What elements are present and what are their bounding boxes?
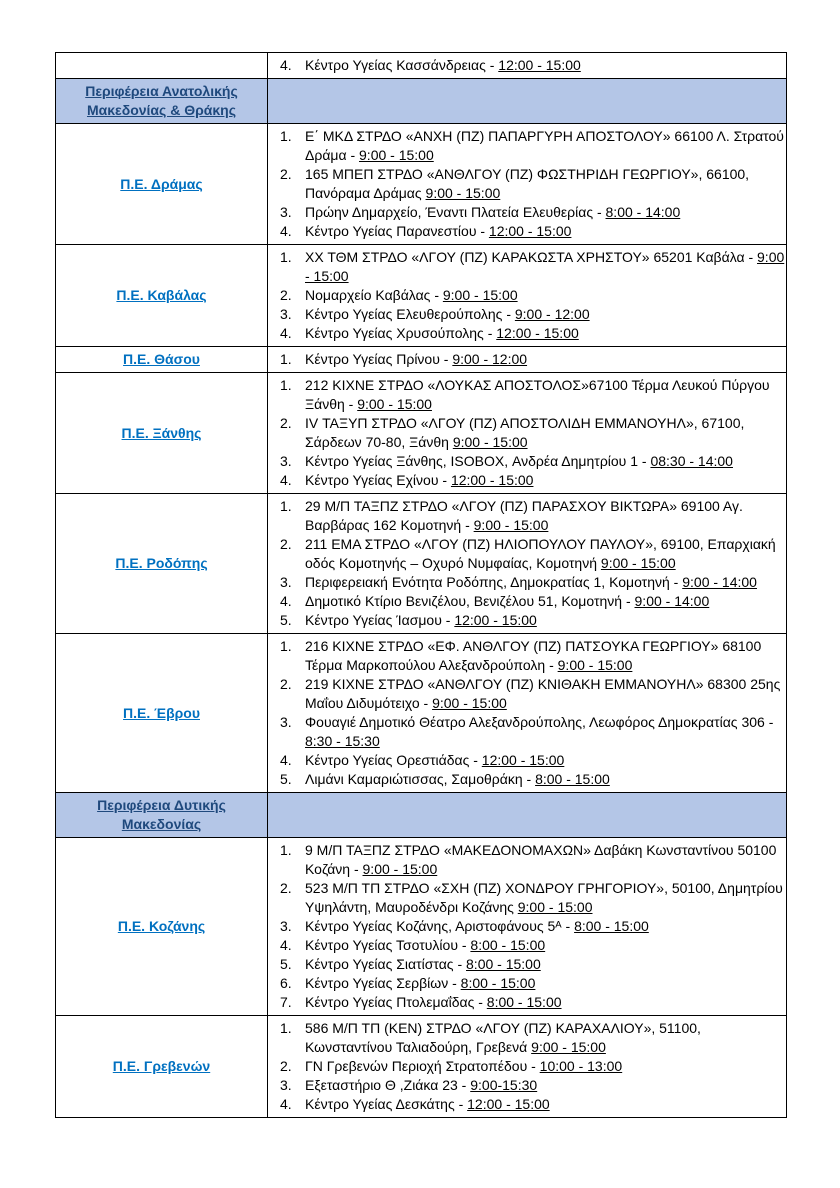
schedule-item	[268, 286, 786, 305]
item-time-range: 9:00 - 15:00	[517, 899, 593, 915]
item-time-range: 12:00 - 15:00	[498, 57, 581, 73]
item-number: 2.	[280, 676, 292, 692]
item-location-text: Κέντρο Υγείας Σερβίων -	[305, 975, 457, 991]
schedule-item	[268, 56, 786, 75]
region-cell	[56, 494, 268, 634]
item-number: 1.	[280, 351, 292, 367]
item-time-range: 8:00 - 15:00	[574, 918, 649, 934]
table-row	[56, 347, 787, 373]
item-time-range: 9:00 - 12:00	[452, 351, 528, 367]
item-number: 1.	[280, 842, 292, 858]
schedule-item	[268, 936, 786, 955]
item-location-text: 523 Μ/Π ΤΠ ΣΤΡΔΟ «ΣΧΗ (ΠΖ) ΧΟΝΔΡΟΥ ΓΡΗΓΟΡΙΟΥ», 50100, Δημητρίου Υψηλάντη, Μαυροδένδρι Κοζάνης	[305, 880, 783, 915]
schedule-item	[268, 414, 786, 452]
item-number: 5.	[280, 771, 292, 787]
region-cell	[56, 793, 268, 838]
schedule-item	[268, 770, 786, 789]
regional-unit-link[interactable]: Π.Ε. Ξάνθης	[121, 424, 202, 441]
item-location-text: Κέντρο Υγείας Ξάνθης, ISOBOX, Ανδρέα Δημητρίου 1 -	[305, 453, 647, 469]
item-time-range: 9:00 - 14:00	[682, 574, 757, 590]
item-time-range: 9:00 - 15:00	[359, 147, 434, 163]
item-time-range: 9:00 - 15:00	[600, 555, 676, 571]
item-time-range: 8:00 - 15:00	[470, 937, 546, 953]
item-number: 1.	[280, 128, 292, 144]
locations-cell	[268, 79, 787, 124]
schedule-item	[268, 841, 786, 879]
item-location-text: Δημοτικό Κτίριο Βενιζέλου, Βενιζέλου 51, Κομοτηνή -	[305, 593, 631, 609]
item-number: 5.	[280, 956, 292, 972]
regional-unit-link[interactable]: Π.Ε. Δράμας	[120, 175, 203, 192]
item-number: 3.	[280, 714, 292, 730]
item-number: 2.	[280, 166, 292, 182]
schedule-item	[268, 1057, 786, 1076]
item-time-range: 9:00 - 15:00	[557, 657, 633, 673]
item-location-text: Λιμάνι Καμαριώτισσας, Σαμοθράκη -	[305, 771, 532, 787]
schedule-item	[268, 573, 786, 592]
schedule-item	[268, 497, 786, 535]
schedule-item	[268, 592, 786, 611]
item-location-text: 586 Μ/Π ΤΠ (ΚΕΝ) ΣΤΡΔΟ «ΛΓΟΥ (ΠΖ) ΚΑΡΑΧΑΛΙΟΥ», 51100, Κωνσταντίνου Ταλιαδούρη, Γρεβενά	[305, 1020, 701, 1055]
item-number: 4.	[280, 752, 292, 768]
item-number: 3.	[280, 453, 292, 469]
item-number: 3.	[280, 306, 292, 322]
item-location-text: Φουαγιέ Δημοτικό Θέατρο Αλεξανδρούπολης, Λεωφόρος Δημοκρατίας 306 -	[305, 714, 774, 730]
item-time-range: 12:00 - 15:00	[481, 752, 565, 768]
schedule-item	[268, 165, 786, 203]
item-location-text: Κέντρο Υγείας Ίασμου -	[305, 612, 451, 628]
regional-unit-link[interactable]: Π.Ε. Θάσου	[123, 351, 200, 367]
item-location-text: Κέντρο Υγείας Κοζάνης, Αριστοφάνους 5ᴬ -	[305, 918, 571, 934]
region-cell	[56, 1016, 268, 1118]
item-number: 2.	[280, 1058, 292, 1074]
region-cell	[56, 373, 268, 494]
schedule-item	[268, 917, 786, 936]
item-location-text: 211 ΕΜΑ ΣΤΡΔΟ «ΛΓΟΥ (ΠΖ) ΗΛΙΟΠΟΥΛΟΥ ΠΑΥΛΟΥ», 69100, Επαρχιακή οδός Κομοτηνής – Οχυρό Νυμφαίας, Κομοτηνή	[305, 536, 776, 571]
item-location-text: Κέντρο Υγείας Κασσάνδρειας -	[305, 57, 495, 73]
table-row	[56, 494, 787, 634]
item-number: 5.	[280, 612, 292, 628]
schedule-item	[268, 248, 786, 286]
item-time-range: 9:00 - 12:00	[514, 306, 590, 322]
item-location-text: ΓΝ Γρεβενών Περιοχή Στρατοπέδου -	[305, 1058, 536, 1074]
item-time-range: 9:00 - 15:00	[357, 396, 432, 412]
region-cell	[56, 79, 268, 124]
item-location-text: 9 Μ/Π ΤΑΞΠΖ ΣΤΡΔΟ «ΜΑΚΕΔΟΝΟΜΑΧΩΝ» Δαβάκη Κωνσταντίνου 50100 Κοζάνη -	[305, 842, 777, 877]
item-time-range: 9:00-15:30	[470, 1077, 538, 1093]
item-time-range: 8:00 - 15:00	[466, 956, 541, 972]
schedule-item	[268, 1095, 786, 1114]
item-time-range: 9:00 - 15:00	[442, 287, 518, 303]
locations-cell	[268, 793, 787, 838]
item-location-text: Κέντρο Υγείας Παρανεστίου -	[305, 223, 486, 239]
table-row	[56, 838, 787, 1016]
regional-unit-link[interactable]: Π.Ε. Γρεβενών	[112, 1058, 211, 1074]
regional-unit-link[interactable]: Π.Ε. Καβάλας	[116, 287, 207, 303]
region-cell	[56, 124, 268, 245]
item-location-text: Κέντρο Υγείας Δεσκάτης -	[305, 1096, 464, 1112]
item-time-range: 8:00 - 15:00	[535, 771, 610, 787]
locations-cell	[268, 53, 787, 79]
schedule-item	[268, 535, 786, 573]
item-time-range: 9:00 - 15:00	[473, 517, 549, 533]
schedule-item	[268, 713, 786, 751]
schedule-item	[268, 993, 786, 1012]
locations-cell	[268, 245, 787, 347]
item-time-range: 8:00 - 15:00	[460, 975, 536, 991]
item-location-text: ΧΧ ΤΘΜ ΣΤΡΔΟ «ΛΓΟΥ (ΠΖ) ΚΑΡΑΚΩΣΤΑ ΧΡΗΣΤΟΥ» 65201 Καβάλα -	[305, 249, 754, 265]
item-number: 2.	[280, 536, 292, 552]
locations-cell	[268, 494, 787, 634]
schedule-item	[268, 879, 786, 917]
table-row	[56, 79, 787, 124]
item-location-text: Κέντρο Υγείας Εχίνου -	[305, 472, 448, 488]
item-location-text: 29 Μ/Π ΤΑΞΠΖ ΣΤΡΔΟ «ΛΓΟΥ (ΠΖ) ΠΑΡΑΣΧΟΥ ΒΙΚΤΩΡΑ» 69100 Αγ. Βαρβάρας 162 Κομοτηνή -	[305, 498, 743, 533]
locations-cell	[268, 634, 787, 793]
item-location-text: 165 ΜΠΕΠ ΣΤΡΔΟ «ΑΝΘΛΓΟΥ (ΠΖ) ΦΩΣΤΗΡΙΔΗ ΓΕΩΡΓΙΟΥ», 66100, Πανόραμα Δράμας	[305, 166, 750, 201]
item-number: 4.	[280, 223, 292, 239]
locations-cell	[268, 1016, 787, 1118]
item-time-range: 8:00 - 14:00	[605, 204, 681, 220]
item-number: 6.	[280, 975, 292, 991]
schedule-item	[268, 1019, 786, 1057]
schedule-item	[268, 324, 786, 343]
item-time-range: 12:00 - 15:00	[450, 472, 534, 488]
item-time-range: 9:00 - 15:00	[425, 185, 501, 201]
table-row	[56, 124, 787, 245]
region-cell	[56, 245, 268, 347]
item-number: 4.	[280, 593, 292, 609]
item-location-text: IV ΤΑΞΥΠ ΣΤΡΔΟ «ΛΓΟΥ (ΠΖ) ΑΠΟΣΤΟΛΙΔΗ ΕΜΜΑΝΟΥΗΛ», 67100, Σάρδεων 70-80, Ξάνθη	[305, 415, 745, 450]
regional-unit-link[interactable]: Π.Ε. Κοζάνης	[117, 918, 206, 934]
item-location-text: Κέντρο Υγείας Χρυσούπολης -	[305, 325, 493, 341]
item-time-range: 12:00 - 15:00	[454, 612, 537, 628]
item-number: 3.	[280, 918, 292, 934]
locations-cell	[268, 347, 787, 373]
schedule-item	[268, 203, 786, 222]
schedule-item	[268, 452, 786, 471]
item-number: 1.	[280, 498, 292, 514]
schedule-item	[268, 611, 786, 630]
item-number: 2.	[280, 287, 292, 303]
item-number: 7.	[280, 994, 292, 1010]
item-time-range: 8:30 - 15:30	[305, 733, 380, 749]
item-time-range: 9:00 - 15:00	[362, 861, 438, 877]
item-number: 1.	[280, 249, 292, 265]
table-row	[56, 245, 787, 347]
table-row	[56, 634, 787, 793]
item-location-text: Κέντρο Υγείας Πτολεμαΐδας -	[305, 994, 483, 1010]
schedule-item	[268, 222, 786, 241]
table-row	[56, 373, 787, 494]
item-number: 3.	[280, 574, 292, 590]
region-cell	[56, 53, 268, 79]
item-location-text: Περιφερειακή Ενότητα Ροδόπης, Δημοκρατίας 1, Κομοτηνή -	[305, 574, 679, 590]
schedule-item	[268, 637, 786, 675]
schedule-item	[268, 675, 786, 713]
item-time-range: 9:00 - 15:00	[305, 249, 785, 284]
item-number: 1.	[280, 638, 292, 654]
item-number: 1.	[280, 1020, 292, 1036]
schedule-item	[268, 350, 786, 369]
item-time-range: 9:00 - 15:00	[452, 434, 528, 450]
schedule-item	[268, 751, 786, 770]
item-location-text: Κέντρο Υγείας Ελευθερούπολης -	[305, 306, 511, 322]
region-cell	[56, 634, 268, 793]
item-number: 3.	[280, 1077, 292, 1093]
item-time-range: 9:00 - 15:00	[432, 695, 507, 711]
item-number: 4.	[280, 937, 292, 953]
locations-cell	[268, 124, 787, 245]
item-location-text: Εξεταστήριο Θ ,Ζιάκα 23 -	[305, 1077, 467, 1093]
locations-cell	[268, 838, 787, 1016]
item-location-text: Κέντρο Υγείας Ορεστιάδας -	[305, 752, 478, 768]
locations-cell	[268, 373, 787, 494]
item-number: 3.	[280, 204, 292, 220]
schedule-item	[268, 471, 786, 490]
schedule-item	[268, 1076, 786, 1095]
vaccination-schedule-table	[55, 52, 787, 1118]
item-location-text: Κέντρο Υγείας Σιατίστας -	[305, 956, 463, 972]
item-location-text: Κέντρο Υγείας Τσοτυλίου -	[305, 937, 467, 953]
item-number: 4.	[280, 325, 292, 341]
region-header-link[interactable]: Περιφέρεια Ανατολικής Μακεδονίας & Θράκης	[85, 83, 238, 118]
item-number: 1.	[280, 377, 292, 393]
item-number: 4.	[280, 57, 292, 73]
item-number: 4.	[280, 1096, 292, 1112]
item-location-text: 219 ΚΙΧΝΕ ΣΤΡΔΟ «ΑΝΘΛΓΟΥ (ΠΖ) ΚΝΙΘΑΚΗ ΕΜΜΑΝΟΥΗΛ» 68300 25ης Μαΐου Διδυμότειχο -	[305, 676, 781, 711]
region-header-link[interactable]: Περιφέρεια Δυτικής Μακεδονίας	[97, 797, 226, 832]
item-number: 2.	[280, 880, 292, 896]
schedule-item	[268, 305, 786, 324]
schedule-item	[268, 127, 786, 165]
item-location-text: Κέντρο Υγείας Πρίνου -	[305, 351, 449, 367]
regional-unit-link[interactable]: Π.Ε. Έβρου	[123, 704, 200, 721]
item-time-range: 12:00 - 15:00	[496, 325, 579, 341]
item-time-range: 9:00 - 15:00	[531, 1039, 606, 1055]
schedule-item	[268, 376, 786, 414]
item-location-text: Ε΄ ΜΚΔ ΣΤΡΔΟ «ΑΝΧΗ (ΠΖ) ΠΑΠΑΡΓΥΡΗ ΑΠΟΣΤΟΛΟΥ» 66100 Λ. Στρατού Δράμα -	[305, 128, 784, 163]
table-row	[56, 53, 787, 79]
region-cell	[56, 838, 268, 1016]
item-location-text: Νομαρχείο Καβάλας -	[305, 287, 439, 303]
table-row	[56, 793, 787, 838]
item-time-range: 12:00 - 15:00	[467, 1096, 550, 1112]
item-location-text: 216 ΚΙΧΝΕ ΣΤΡΔΟ «ΕΦ. ΑΝΘΛΓΟΥ (ΠΖ) ΠΑΤΣΟΥΚΑ ΓΕΩΡΓΙΟΥ» 68100 Τέρμα Μαρκοπούλου Αλεξανδρούπολη -	[305, 638, 762, 673]
item-time-range: 8:00 - 15:00	[486, 994, 562, 1010]
regional-unit-link[interactable]: Π.Ε. Ροδόπης	[115, 555, 208, 571]
schedule-item	[268, 955, 786, 974]
item-location-text: 212 ΚΙΧΝΕ ΣΤΡΔΟ «ΛΟΥΚΑΣ ΑΠΟΣΤΟΛΟΣ»67100 Τέρμα Λευκού Πύργου Ξάνθη -	[305, 377, 770, 412]
item-number: 2.	[280, 415, 292, 431]
item-time-range: 10:00 - 13:00	[539, 1058, 623, 1074]
item-time-range: 08:30 - 14:00	[650, 453, 733, 469]
item-time-range: 12:00 - 15:00	[488, 223, 572, 239]
table-row	[56, 1016, 787, 1118]
region-cell	[56, 347, 268, 373]
item-time-range: 9:00 - 14:00	[634, 593, 710, 609]
item-number: 4.	[280, 472, 292, 488]
item-location-text: Πρώην Δημαρχείο, Έναντι Πλατεία Ελευθερίας -	[305, 204, 602, 220]
schedule-item	[268, 974, 786, 993]
